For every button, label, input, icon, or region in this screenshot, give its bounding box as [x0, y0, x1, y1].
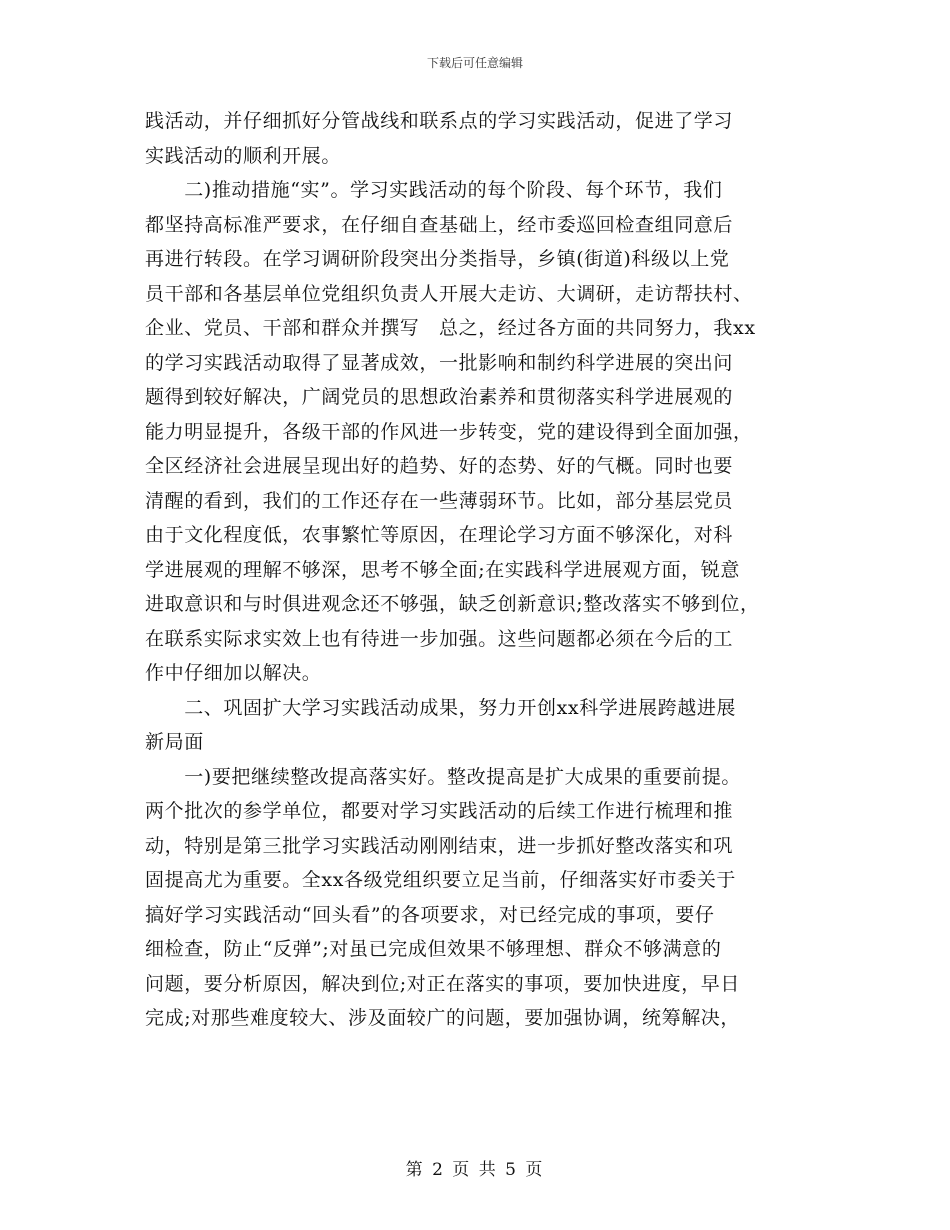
page-number: 第 2 页 共 5 页	[405, 1160, 545, 1180]
text-line: 能力明显提升，各级干部的作风进一步转变，党的建设得到全面加强，	[145, 420, 753, 443]
text-line: 践活动，并仔细抓好分管战线和联系点的学习实践活动，促进了学习	[145, 110, 734, 132]
text-line: 员干部和各基层单位党组织负责人开展大走访、大调研，走访帮扶村、	[145, 282, 753, 305]
text-line: 在联系实际求实效上也有待进一步加强。这些问题都必须在今后的工	[145, 627, 734, 650]
text-line: 一)要把继续整改提高落实好。整改提高是扩大成果的重要前提。	[145, 765, 742, 788]
text-line: 实践活动的顺利开展。	[145, 144, 342, 167]
text-line: 的学习实践活动取得了显著成效，一批影响和制约科学进展的突出问	[145, 351, 734, 374]
text-line: 由于文化程度低，农事繁忙等原因，在理论学习方面不够深化，对科	[145, 524, 734, 546]
page-header-note: 下载后可任意编辑	[426, 56, 523, 70]
text-line: 新局面	[145, 731, 204, 753]
text-line: 学进展观的理解不够深，思考不够全面;在实践科学进展观方面，锐意	[145, 558, 741, 581]
text-line: 作中仔细加以解决。	[145, 662, 322, 684]
text-line: 二)推动措施“实”。学习实践活动的每个阶段、每个环节，我们	[145, 179, 723, 201]
text-line: 完成;对那些难度较大、涉及面较广的问题，要加强协调，统筹解决，	[145, 1007, 741, 1029]
text-line: 再进行转段。在学习调研阶段突出分类指导，乡镇(街道)科级以上党	[145, 248, 730, 270]
text-line: 题得到较好解决，广阔党员的思想政治素养和贯彻落实科学进展观的	[145, 386, 734, 408]
text-line: 搞好学习实践活动“回头看”的各项要求，对已经完成的事项，要仔	[145, 903, 715, 926]
text-line: 清醒的看到，我们的工作还存在一些薄弱环节。比如，部分基层党员	[145, 489, 734, 512]
text-line: 问题，要分析原因，解决到位;对正在落实的事项，要加快进度，早日	[145, 972, 741, 995]
text-line: 都坚持高标准严要求，在仔细自查基础上，经市委巡回检查组同意后	[145, 213, 734, 236]
text-line: 二、巩固扩大学习实践活动成果，努力开创xx科学进展跨越进展	[145, 696, 737, 719]
text-line: 固提高尤为重要。全xx各级党组织要立足当前，仔细落实好市委关于	[145, 869, 737, 891]
text-line: 细检查，防止“反弹”;对虽已完成但效果不够理想、群众不够满意的	[145, 938, 722, 960]
text-line: 全区经济社会进展呈现出好的趋势、好的态势、好的气概。同时也要	[145, 455, 734, 477]
text-line: 企业、党员、干部和群众并撰写 总之，经过各方面的共同努力，我xx	[145, 317, 756, 339]
text-line: 两个批次的参学单位，都要对学习实践活动的后续工作进行梳理和推	[145, 800, 734, 822]
text-line: 动，特别是第三批学习实践活动刚刚结束，进一步抓好整改落实和巩	[145, 834, 734, 857]
document-body	[145, 104, 815, 1036]
text-line: 进取意识和与时俱进观念还不够强，缺乏创新意识;整改落实不够到位，	[145, 593, 760, 615]
